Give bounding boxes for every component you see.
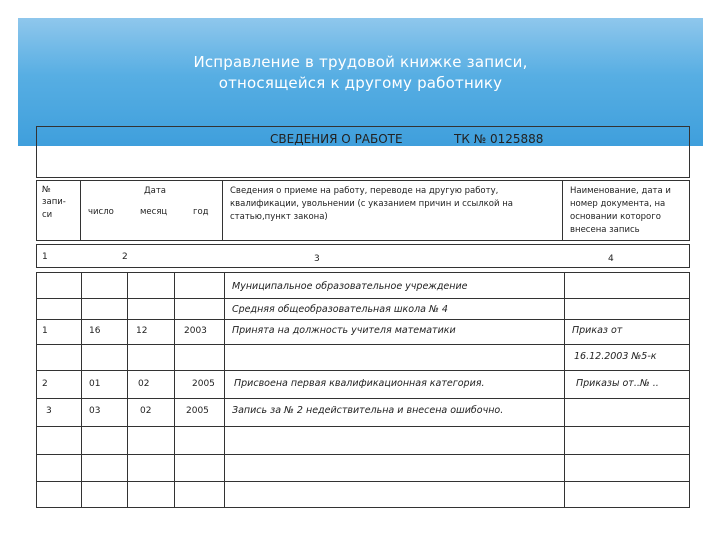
col-document-4: внесена запись: [570, 225, 640, 235]
title-line-1: Исправление в трудовой книжке записи,: [193, 53, 528, 71]
record-1-year: 2003: [184, 326, 207, 336]
table-row-line: [36, 454, 690, 455]
page-title: [18, 52, 703, 94]
col-divider: [222, 180, 223, 241]
table-row-line: [36, 370, 690, 371]
col-record-no-1: №: [42, 185, 51, 195]
column-number-1: 1: [42, 252, 48, 262]
column-number-4: 4: [608, 254, 614, 264]
table-row-line: [36, 298, 690, 299]
record-3-year: 2005: [186, 406, 209, 416]
record-1-no: 1: [42, 326, 48, 336]
column-number-3: 3: [314, 254, 320, 264]
col-document-3: основании которого: [570, 212, 661, 222]
record-1-day: 16: [89, 326, 101, 336]
table-row-line: [36, 398, 690, 399]
col-info-3: статью,пункт закона): [230, 212, 328, 222]
record-2-doc: Приказы от..№ ..: [576, 378, 659, 389]
record-1-month: 12: [136, 326, 148, 336]
col-divider: [80, 180, 81, 241]
record-2-no: 2: [42, 379, 48, 389]
table-divider: [174, 272, 175, 508]
col-year: год: [193, 207, 209, 217]
col-date: Дата: [144, 186, 167, 196]
column-numbers-row: [36, 244, 690, 268]
col-document-1: Наименование, дата и: [570, 186, 671, 196]
record-3-month: 02: [140, 406, 152, 416]
record-1-info: Принята на должность учителя математики: [232, 325, 456, 336]
col-record-no-2: запи-: [42, 197, 66, 207]
col-document-2: номер документа, на: [570, 199, 666, 209]
book-number: ТК № 0125888: [454, 132, 544, 146]
section-heading: СВЕДЕНИЯ О РАБОТЕ: [270, 132, 403, 146]
col-month: месяц: [140, 207, 168, 217]
record-1-doc-2: 16.12.2003 №5-к: [574, 351, 657, 362]
record-2-info: Присвоена первая квалификационная категория.: [234, 378, 485, 389]
record-3-day: 03: [89, 406, 101, 416]
record-2-month: 02: [138, 379, 150, 389]
col-record-no-3: си: [42, 210, 53, 220]
table-divider: [224, 272, 225, 508]
record-2-year: 2005: [192, 379, 215, 389]
title-line-2: относящейся к другому работнику: [218, 74, 503, 92]
column-number-2: 2: [122, 252, 128, 262]
record-3-no: 3: [46, 406, 52, 416]
table-divider: [127, 272, 128, 508]
col-info-1: Сведения о приеме на работу, переводе на другую работу,: [230, 186, 499, 196]
table-row-line: [36, 319, 690, 320]
record-1-doc: Приказ от: [572, 325, 623, 336]
record-3-info: Запись за № 2 недействительна и внесена ошибочно.: [232, 405, 504, 416]
table-divider: [564, 272, 565, 508]
org-line-2: Средняя общеобразовательная школа № 4: [232, 304, 448, 315]
col-day: число: [88, 207, 114, 217]
org-line-1: Муниципальное образовательное учреждение: [232, 281, 468, 292]
record-2-day: 01: [89, 379, 101, 389]
table-row-line: [36, 426, 690, 427]
col-divider: [562, 180, 563, 241]
table-row-line: [36, 344, 690, 345]
table-row-line: [36, 481, 690, 482]
col-info-2: квалификации, увольнении (с указанием причин и ссылкой на: [230, 199, 514, 209]
table-divider: [81, 272, 82, 508]
